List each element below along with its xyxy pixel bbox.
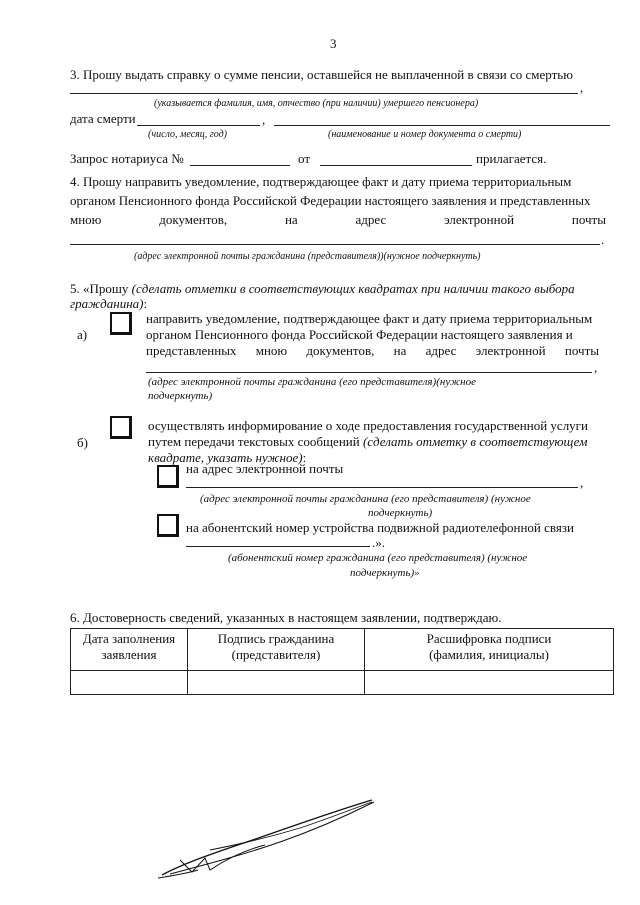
date-cell[interactable] <box>71 671 188 695</box>
death-date-line[interactable] <box>137 125 260 126</box>
option-a-line-2: органом Пенсионного фонда Российской Федерации настоящего заявления и <box>146 327 573 342</box>
death-date-comma: , <box>262 112 266 127</box>
header-date <box>71 629 188 671</box>
word: электронной <box>475 343 546 358</box>
option-b-checkbox[interactable] <box>110 416 132 439</box>
notary-from-label: от <box>298 151 311 166</box>
death-document-hint: (наименование и номер документа о смерти) <box>328 129 522 140</box>
sms-email-checkbox[interactable] <box>157 465 179 488</box>
option-b-label: б) <box>77 435 88 450</box>
sms-phone-hint-1: (абонентский номер гражданина (его представителя) (нужное <box>228 552 528 564</box>
header-date-line-2: заявления <box>101 647 157 662</box>
sms-phone-hint-2: подчеркнуть)» <box>350 567 420 579</box>
section-4-line-1: 4. Прошу направить уведомление, подтверждающее факт и дату приема территориальным <box>70 174 572 189</box>
word: электронной <box>444 212 515 227</box>
header-transcript-line-1: Расшифровка подписи <box>426 631 552 646</box>
option-a-line-1: направить уведомление, подтверждающее факт и дату приема территориальным <box>146 311 593 326</box>
section-4-line-2: органом Пенсионного фонда Российской Федерации настоящего заявления и представленных <box>70 193 591 208</box>
header-signature <box>188 629 365 671</box>
notary-attached-label: прилагается. <box>476 151 547 166</box>
section-5-intro-cont <box>70 296 147 312</box>
signature-table <box>70 628 614 695</box>
word: мною <box>70 212 102 227</box>
header-signature-line-2: (представителя) <box>231 647 321 662</box>
notary-request-label: Запрос нотариуса № <box>70 151 184 166</box>
deceased-name-line[interactable] <box>70 93 578 94</box>
notary-number-line[interactable] <box>190 165 290 166</box>
section-4-line-end: . <box>601 232 605 247</box>
option-a-line-end: , <box>594 360 598 375</box>
sms-phone-checkbox[interactable] <box>157 514 179 537</box>
section-3-title: 3. Прошу выдать справку о сумме пенсии, оставшейся не выплаченной в связи со смертью <box>70 67 573 82</box>
intro-text: 5. «Прошу <box>70 281 132 296</box>
hint: (сделать отметку в соответствующем <box>362 434 588 449</box>
death-date-hint: (число, месяц, год) <box>148 129 227 140</box>
section-6-title: 6. Достоверность сведений, указанных в настоящем заявлении, подтверждаю. <box>70 610 502 625</box>
header-transcript <box>365 629 614 671</box>
table-row <box>71 671 614 695</box>
option-a-hint-1: (адрес электронной почты гражданина (его представителя)(нужное <box>148 376 477 388</box>
word: почты <box>571 212 606 227</box>
line-end-comma: , <box>580 80 584 95</box>
colon: : <box>302 450 307 465</box>
word: на <box>284 212 298 227</box>
option-a-email-line[interactable] <box>146 372 592 373</box>
word: на <box>393 343 407 358</box>
word: представленных <box>146 343 237 358</box>
death-date-label: дата смерти <box>70 111 136 126</box>
sms-email-label: на адрес электронной почты <box>186 461 344 476</box>
option-a-hint-2: подчеркнуть) <box>148 390 213 402</box>
sms-email-hint-1: (адрес электронной почты гражданина (его представителя) (нужное <box>200 493 531 505</box>
handwritten-signature <box>150 790 380 885</box>
hint: квадрате, указать нужное) <box>148 450 303 465</box>
sms-email-hint-2: подчеркнуть) <box>368 507 433 519</box>
notary-date-line[interactable] <box>320 165 472 166</box>
sms-email-end: , <box>580 475 584 490</box>
intro-hint: (сделать отметки в соответствующих квадратах при наличии такого выбора <box>131 281 575 296</box>
word: мною <box>255 343 288 358</box>
sms-phone-label: на абонентский номер устройства подвижной радиотелефонной связи <box>186 520 574 535</box>
option-b-line-1: осуществлять информирование о ходе предоставления государственной услуги <box>148 418 588 433</box>
page-number: 3 <box>330 36 337 51</box>
section-4-line-3 <box>70 212 606 228</box>
section-5-intro <box>70 281 575 297</box>
sms-email-line[interactable] <box>186 487 578 488</box>
email-address-hint: (адрес электронной почты гражданина (представителя))(нужное подчеркнуть) <box>134 251 481 262</box>
word: адрес <box>355 212 387 227</box>
deceased-name-hint: (указывается фамилия, имя, отчество (при наличии) умершего пенсионера) <box>154 98 479 109</box>
option-a-checkbox[interactable] <box>110 312 132 335</box>
text: путем передачи текстовых сообщений <box>148 434 363 449</box>
sms-phone-end: .». <box>372 535 385 550</box>
option-b-line-2 <box>148 434 587 450</box>
word: документов, <box>306 343 375 358</box>
sms-phone-line[interactable] <box>186 546 370 547</box>
email-address-line[interactable] <box>70 244 600 245</box>
intro-hint-cont: гражданина) <box>70 296 144 311</box>
intro-colon: : <box>143 296 148 311</box>
header-date-line-1: Дата заполнения <box>82 631 176 646</box>
option-a-line-3 <box>146 343 599 359</box>
header-transcript-line-2: (фамилия, инициалы) <box>429 647 549 662</box>
death-document-line[interactable] <box>274 125 610 126</box>
option-a-label: а) <box>77 327 88 342</box>
word: почты <box>564 343 599 358</box>
table-header-row <box>71 629 614 671</box>
header-signature-line-1: Подпись гражданина <box>217 631 335 646</box>
word: документов, <box>159 212 228 227</box>
transcript-cell[interactable] <box>365 671 614 695</box>
word: адрес <box>425 343 457 358</box>
signature-cell[interactable] <box>188 671 365 695</box>
